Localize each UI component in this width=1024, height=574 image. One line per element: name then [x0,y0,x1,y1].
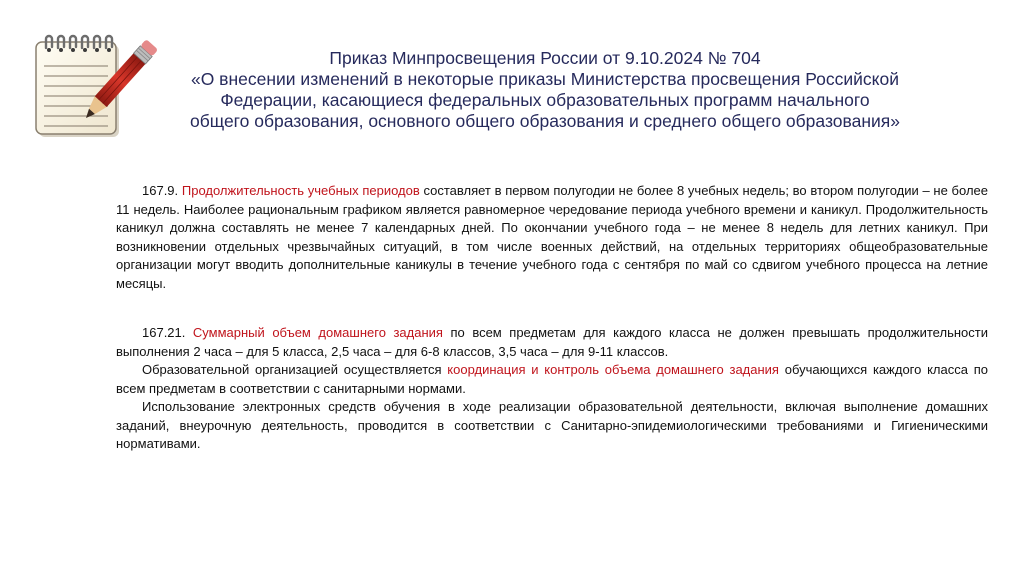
paragraph-text: Образовательной организацией осуществляется [142,362,448,377]
clause-number: 167.9. [142,183,182,198]
highlighted-term: координация и контроль объема домашнего задания [447,362,779,377]
paragraph-electronic-means [116,398,988,454]
paragraph-167-21 [116,324,988,361]
title-line-1: Приказ Минпросвещения России от 9.10.2024 № 704 [329,48,761,68]
section-167-9 [116,182,988,293]
highlighted-term: Суммарный объем домашнего задания [192,325,443,340]
section-167-21 [116,324,988,454]
paragraph-text: по всем предметам для каждого класса не должен превышать продолжительности выполнения 2 часа – для 5 класса, 2,5 часа – для 6-8 классов, 3,5 часа – для 9-11 классов. [116,325,988,359]
paragraph-text: обучающихся каждого класса по всем предметам в соответствии с санитарными нормами. [116,362,988,396]
notepad-pencil-icon [28,30,158,140]
title-line-4: общего образования, основного общего образования и среднего общего образования» [189,111,900,131]
paragraph-text: составляет в первом полугодии не более 8 учебных недель; во втором полугодии – не более 11 недель. Наиболее рациональным графиком является равномерное чередование периода учебного времени и каникул. Продолжительность каникул должна составлять не менее 7 календарных дней. По окончании учебного года – не менее 8 недель для летних каникул. При возникновении отдельных чрезвычайных ситуаций, в том числе военных действий, на отдельных территориях общеобразовательные организации могут вводить дополнительные каникулы в течение учебного года с сентября по май со сдвигом учебного процесса на летние месяцы. [116,183,988,291]
page-title [150,48,940,132]
highlighted-term: Продолжительность учебных периодов [181,183,420,198]
title-line-2: «О внесении изменений в некоторые приказы Министерства просвещения Российской [190,69,900,89]
paragraph-text: Использование электронных средств обучения в ходе реализации образовательной деятельности, включая выполнение домашних заданий, внеурочную деятельность, проводится в соответствии с Санитарно-эпидемиологическими требованиями и Гигиеническими нормативами. [116,399,988,451]
clause-number: 167.21. [142,325,193,340]
paragraph-coordination [116,361,988,398]
title-line-3: Федерации, касающиеся федеральных образовательных программ начального [220,90,870,110]
paragraph-167-9 [116,182,988,293]
